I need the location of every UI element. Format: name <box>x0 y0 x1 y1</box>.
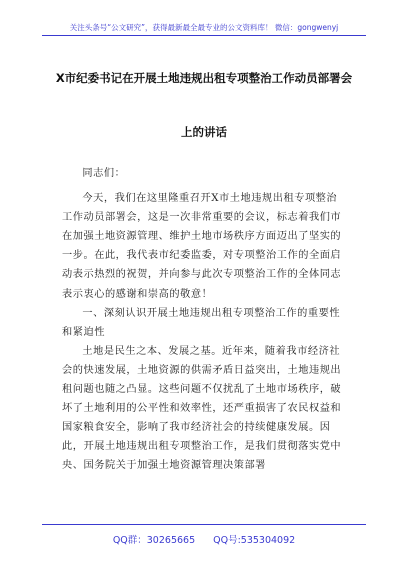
footer-divider <box>42 524 366 525</box>
header-banner: 关注头条号“公文研究”，获得最新最全最专业的公文资料库！ 微信：gongwenyj <box>69 23 339 32</box>
paragraph-opening: 今天，我们在这里隆重召开X市土地违规出租专项整治工作动员部署会，这是一次非常重要的会议，标志着我们市在加强土地资源管理、维护土地市场秩序方面迈出了坚实的一步。在此，我代表市纪委监委，对专项整治工作的全面启动表示热烈的祝贺，并向参与此次专项整治工作的全体同志表示衷心的感谢和崇高的敬意！ <box>62 193 342 300</box>
document-title-continuation: 上的讲话 <box>181 125 227 139</box>
document-title: X市纪委书记在开展土地违规出租专项整治工作动员部署会 <box>55 71 353 85</box>
document-body <box>62 164 346 476</box>
footer-qq-group: QQ群：30265665 <box>112 535 196 546</box>
footer <box>0 532 408 546</box>
header-divider <box>42 35 366 36</box>
footer-qq-number: QQ号:535304092 <box>213 535 296 546</box>
section-heading-1: 一、深刻认识开展土地违规出租专项整治工作的重要性和紧迫性 <box>62 307 341 338</box>
paragraph-section-1: 土地是民生之本、发展之基。近年来，随着我市经济社会的快速发展，土地资源的供需矛盾日益突出，土地违规出租问题也随之凸显。这些问题不仅扰乱了土地市场秩序，破坏了土地利用的公平性和效率性，还严重损害了农民权益和国家粮食安全，影响了我市经济社会的持续健康发展。因此，开展土地违规出租专项整治工作，是我们贯彻落实党中央、国务院关于加强土地资源管理决策部署 <box>62 345 342 472</box>
salutation: 同志们： <box>82 168 126 179</box>
